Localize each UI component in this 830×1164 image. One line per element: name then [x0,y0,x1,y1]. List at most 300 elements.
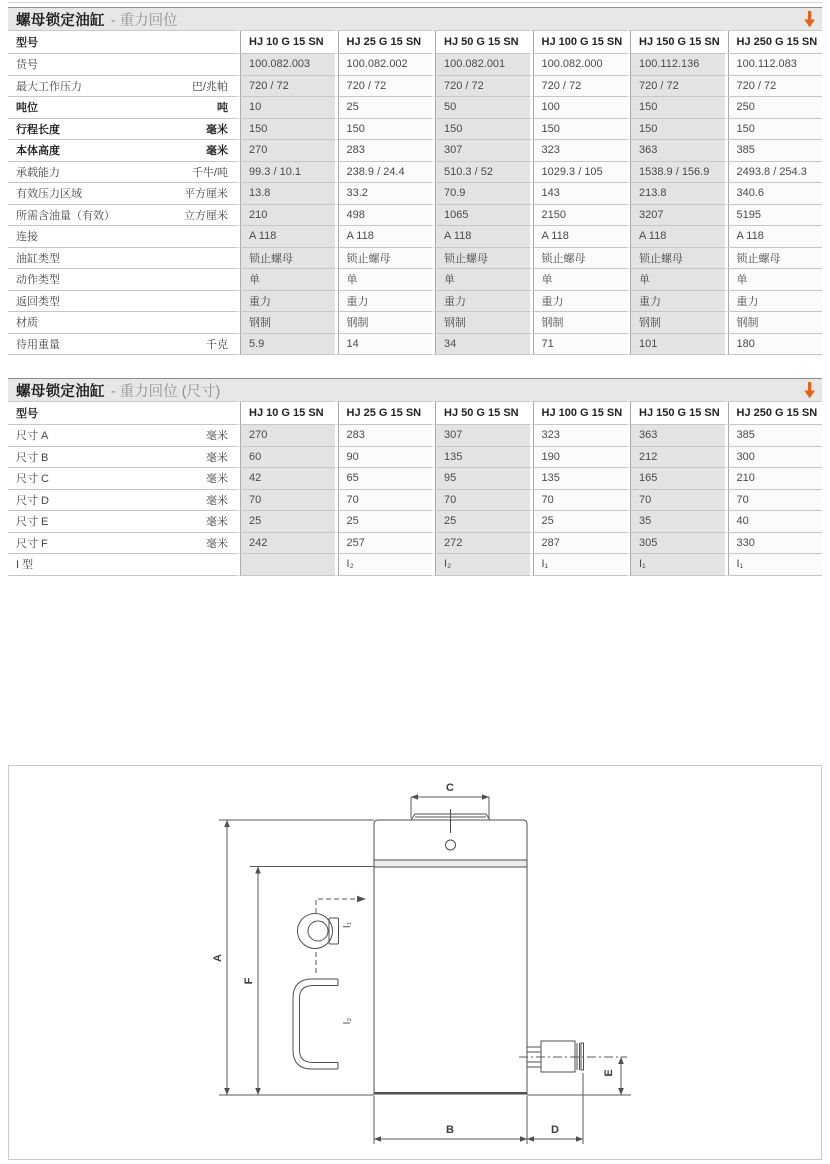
column-header-model [8,30,237,54]
spec-table [8,30,822,355]
value-cell [335,119,433,141]
column-header-product [432,401,530,425]
dim-label-f: F [243,977,255,984]
row-label: 最大工作压力 [16,80,82,93]
value-cell-text: 70 [346,493,359,506]
value-cell [627,334,725,356]
value-cell [432,162,530,184]
value-cell [237,97,335,119]
table-header-row [8,401,822,425]
value-cell [237,490,335,512]
eyebolt-label: I₁ [342,921,353,928]
value-cell [725,511,823,533]
value-cell-text: 25 [444,515,457,528]
value-cell-text: 287 [541,536,560,549]
value-cell-text: 钢制 [346,317,369,330]
value-cell-text: 25 [346,515,359,528]
row-label-cell [8,205,237,227]
value-cell-text: 50 [444,101,457,114]
value-cell-text: 重力 [444,295,466,308]
value-cell [237,334,335,356]
table-row [8,140,822,162]
dim-label-a: A [212,953,224,962]
value-cell [627,140,725,162]
value-cell-text: 270 [249,144,268,157]
value-cell-text: 1065 [444,208,469,221]
value-cell-text: 180 [736,337,755,350]
value-cell [530,269,628,291]
value-cell [335,554,433,576]
value-cell-text: 钢制 [249,317,271,330]
value-cell [335,291,433,313]
value-cell-text: 2150 [541,208,566,221]
value-cell [432,226,530,248]
value-cell [335,162,433,184]
value-cell-text: 100.112.136 [639,58,700,71]
value-cell [627,162,725,184]
value-cell-text: 70 [736,493,749,506]
column-header-product [237,30,335,54]
value-cell-text: 3207 [639,208,664,221]
value-cell-text: 2493.8 / 254.3 [736,165,807,178]
value-cell [432,447,530,469]
row-label-cell [8,511,237,533]
value-cell [335,269,433,291]
cylinder-drawing [9,766,821,1159]
value-cell [627,291,725,313]
value-cell-text: 钢制 [444,317,466,330]
row-label-cell [8,119,237,141]
table-row [8,511,822,533]
value-cell-text: 100.082.001 [444,58,506,71]
table2-title: 螺母锁定油缸 [16,383,105,400]
value-cell [432,554,530,576]
row-label-cell [8,269,237,291]
value-cell [530,291,628,313]
column-header-product [432,30,530,54]
value-cell-text: 135 [541,472,560,485]
value-cell [237,248,335,270]
value-cell-text: 锁止螺母 [346,252,391,265]
column-header-product-text: HJ 50 G 15 SN [444,36,519,48]
value-cell-text: 95 [444,472,457,485]
value-cell [530,162,628,184]
value-cell [335,140,433,162]
value-cell-text: 5.9 [249,337,265,350]
value-cell-text: 锁止螺母 [249,252,293,265]
value-cell [335,312,433,334]
row-unit: 千克 [206,338,228,351]
value-cell-text: A 118 [541,230,569,243]
value-cell [725,533,823,555]
row-label-cell [8,447,237,469]
download-arrow-icon[interactable] [802,382,817,399]
row-label: 尺寸 F [16,537,48,550]
value-cell [432,490,530,512]
value-cell-text: I₁ [541,558,549,571]
value-cell-text: 10 [249,101,262,114]
table-row [8,312,822,334]
value-cell [432,140,530,162]
row-unit: 毫米 [206,516,228,529]
value-cell [530,312,628,334]
value-cell-text: 150 [346,122,365,135]
value-cell [725,554,823,576]
value-cell-text: 重力 [346,295,369,308]
value-cell [237,312,335,334]
value-cell-text: 13.8 [249,187,271,200]
column-header-product [725,401,823,425]
column-header-product [335,401,433,425]
value-cell [627,54,725,76]
row-label-cell [8,468,237,490]
dim-label-e: E [603,1068,615,1077]
column-header-model-text: 型号 [16,37,38,49]
value-cell [237,554,335,576]
table-row [8,183,822,205]
value-cell-text: 锁止螺母 [639,252,683,265]
value-cell [627,468,725,490]
row-label: 尺寸 C [16,473,49,486]
value-cell [530,554,628,576]
value-cell-text: 25 [346,101,359,114]
row-label-cell [8,97,237,119]
row-label: 尺寸 E [16,516,49,529]
handle-inner [300,985,339,1062]
value-cell [725,248,823,270]
row-label: 待用重量 [16,338,60,351]
column-header-product [237,401,335,425]
row-unit: 吨 [217,102,228,115]
value-cell-text: 33.2 [346,187,368,200]
table-row [8,334,822,356]
value-cell-text: 270 [249,429,268,442]
value-cell [725,312,823,334]
value-cell-text: 272 [444,536,463,549]
row-label: 返回类型 [16,295,60,308]
value-cell [627,248,725,270]
value-cell-text: 150 [639,101,658,114]
value-cell-text: 重力 [541,295,564,308]
value-cell [432,248,530,270]
value-cell [725,447,823,469]
value-cell [335,425,433,447]
value-cell-text: 150 [639,122,658,135]
value-cell-text: I₁ [736,558,744,571]
value-cell-text: 150 [249,122,268,135]
value-cell [725,183,823,205]
value-cell [530,226,628,248]
row-label: 油缸类型 [16,252,60,265]
column-header-product-text: HJ 50 G 15 SN [444,407,519,419]
table-row [8,97,822,119]
column-header-product [627,30,725,54]
column-header-model [8,401,237,425]
value-cell [432,468,530,490]
value-cell [530,140,628,162]
spacer [8,355,822,374]
value-cell-text: 150 [541,122,560,135]
column-header-product-text: HJ 10 G 15 SN [249,36,324,48]
value-cell [237,447,335,469]
value-cell-text: 363 [639,429,658,442]
value-cell-text: 498 [346,208,365,221]
row-label-cell [8,312,237,334]
value-cell-text: I₁ [639,558,646,571]
column-header-product-text: HJ 150 G 15 SN [639,407,720,419]
eyebolt-ring [298,913,333,948]
value-cell-text: 150 [444,122,463,135]
value-cell [627,76,725,98]
column-header-product [530,401,628,425]
value-cell-text: 14 [346,337,359,350]
value-cell [530,248,628,270]
dim-label-c: C [446,781,454,794]
table1-subtitle: - 重力回位 [110,12,178,29]
value-cell-text: 65 [346,472,359,485]
column-header-product [335,30,433,54]
value-cell-text: 143 [541,187,560,200]
value-cell-text: 100.082.000 [541,58,603,71]
value-cell [335,511,433,533]
value-cell [335,248,433,270]
value-cell [237,140,335,162]
value-cell-text: 35 [639,515,652,528]
dashed-pointer-line [316,899,357,913]
download-arrow-icon[interactable] [802,11,817,28]
value-cell [237,76,335,98]
value-cell [237,54,335,76]
value-cell [432,511,530,533]
value-cell [530,468,628,490]
value-cell [237,468,335,490]
value-cell [627,511,725,533]
value-cell-text: 钢制 [736,317,759,330]
value-cell-text: 5195 [736,208,761,221]
row-label: 连接 [16,231,38,244]
value-cell-text: 100.082.003 [249,58,311,71]
row-label: 有效压力区域 [16,188,82,201]
table2-title-bar [8,378,822,401]
catalog-page [8,2,822,1160]
value-cell [335,76,433,98]
value-cell-text: 212 [639,450,658,463]
table-row [8,269,822,291]
value-cell-text: 70 [249,493,262,506]
column-header-product [725,30,823,54]
lock-ring-band [374,860,527,867]
value-cell-text: 307 [444,429,463,442]
value-cell-text: 单 [249,274,260,287]
column-header-product-text: HJ 100 G 15 SN [541,36,623,48]
value-cell-text: 锁止螺母 [736,252,781,265]
value-cell [237,205,335,227]
column-header-product-text: HJ 250 G 15 SN [736,36,818,48]
value-cell [237,226,335,248]
value-cell [725,334,823,356]
row-label-cell [8,490,237,512]
value-cell [335,447,433,469]
value-cell [725,162,823,184]
page-top-divider [8,2,822,3]
value-cell [530,97,628,119]
value-cell [627,269,725,291]
value-cell-text: 100.112.083 [736,58,797,71]
dim-label-d: D [551,1123,559,1136]
value-cell-text: 323 [541,144,560,157]
value-cell [530,425,628,447]
spacer [8,576,822,765]
value-cell-text: 135 [444,450,463,463]
value-cell [237,533,335,555]
value-cell-text: 242 [249,536,268,549]
value-cell [725,54,823,76]
column-header-product-text: HJ 25 G 15 SN [346,36,422,48]
value-cell [432,119,530,141]
column-header-product-text: HJ 100 G 15 SN [541,407,623,419]
row-unit: 毫米 [206,494,228,507]
value-cell [432,425,530,447]
table-row [8,490,822,512]
value-cell [530,205,628,227]
value-cell [530,119,628,141]
value-cell-text: 720 / 72 [736,79,777,92]
value-cell [237,183,335,205]
value-cell-text: 1029.3 / 105 [541,165,603,178]
value-cell-text: 42 [249,472,262,485]
table2-subtitle: - 重力回位 (尺寸) [110,383,221,400]
value-cell [725,226,823,248]
row-label: 吨位 [16,102,38,115]
dim-label-b: B [446,1123,454,1136]
value-cell [627,490,725,512]
table-row [8,533,822,555]
value-cell-text: 323 [541,429,560,442]
value-cell [530,447,628,469]
value-cell [725,76,823,98]
value-cell [627,533,725,555]
value-cell-text: 71 [541,337,554,350]
column-header-product [627,401,725,425]
value-cell [627,119,725,141]
value-cell [530,511,628,533]
cylinder-body [374,867,527,1094]
value-cell [725,425,823,447]
value-cell [725,269,823,291]
row-label: 尺寸 D [16,494,49,507]
value-cell-text: 重力 [736,295,759,308]
table-row [8,76,822,98]
value-cell-text: 70.9 [444,187,466,200]
value-cell-text: 257 [346,536,365,549]
row-label: 承载能力 [16,166,60,179]
row-label-cell [8,291,237,313]
handle-label: I₂ [342,1017,353,1024]
row-label-cell [8,226,237,248]
value-cell [432,334,530,356]
value-cell [432,97,530,119]
value-cell-text: 210 [249,208,268,221]
value-cell [725,468,823,490]
value-cell [530,76,628,98]
value-cell [237,162,335,184]
value-cell [627,312,725,334]
value-cell [725,291,823,313]
value-cell-text: 385 [736,429,755,442]
value-cell [530,334,628,356]
table-row [8,447,822,469]
row-label: 材质 [16,317,38,330]
value-cell-text: 720 / 72 [346,79,387,92]
value-cell-text: 283 [346,429,365,442]
table-row [8,554,822,576]
value-cell [432,76,530,98]
value-cell [627,425,725,447]
value-cell-text: 单 [444,274,455,287]
table-row [8,425,822,447]
table-row [8,468,822,490]
value-cell-text: 100 [541,101,560,114]
value-cell [627,97,725,119]
table-row [8,248,822,270]
value-cell-text: 250 [736,101,755,114]
value-cell-text: A 118 [736,230,764,243]
row-label: 本体高度 [16,145,60,158]
value-cell-text: 70 [444,493,457,506]
row-label-cell [8,334,237,356]
row-unit: 平方厘米 [184,188,228,201]
value-cell-text: 70 [541,493,554,506]
value-cell-text: 213.8 [639,187,667,200]
row-label: 货号 [16,59,38,72]
value-cell [335,468,433,490]
table-row [8,226,822,248]
value-cell [237,291,335,313]
value-cell [237,119,335,141]
column-header-product-text: HJ 25 G 15 SN [346,407,422,419]
row-label-cell [8,76,237,98]
column-header-model-text: 型号 [16,408,38,420]
technical-drawing-panel [8,765,822,1160]
row-label-cell [8,54,237,76]
value-cell-text: 100.082.002 [346,58,408,71]
column-header-product-text: HJ 150 G 15 SN [639,36,720,48]
value-cell-text: A 118 [444,230,472,243]
value-cell [432,205,530,227]
value-cell [335,97,433,119]
value-cell [432,291,530,313]
value-cell [237,425,335,447]
row-label-cell [8,248,237,270]
row-label-cell [8,183,237,205]
row-label: 尺寸 A [16,430,49,443]
value-cell-text: 238.9 / 24.4 [346,165,405,178]
value-cell [432,183,530,205]
value-cell [725,119,823,141]
value-cell-text: 720 / 72 [639,79,679,92]
row-label-cell [8,140,237,162]
value-cell [530,490,628,512]
value-cell [530,54,628,76]
value-cell [725,140,823,162]
value-cell-text: 25 [249,515,262,528]
value-cell [530,533,628,555]
value-cell [335,226,433,248]
row-unit: 巴/兆帕 [191,80,228,93]
dimensions-table [8,401,822,576]
value-cell [432,312,530,334]
value-cell-text: 1538.9 / 156.9 [639,165,710,178]
